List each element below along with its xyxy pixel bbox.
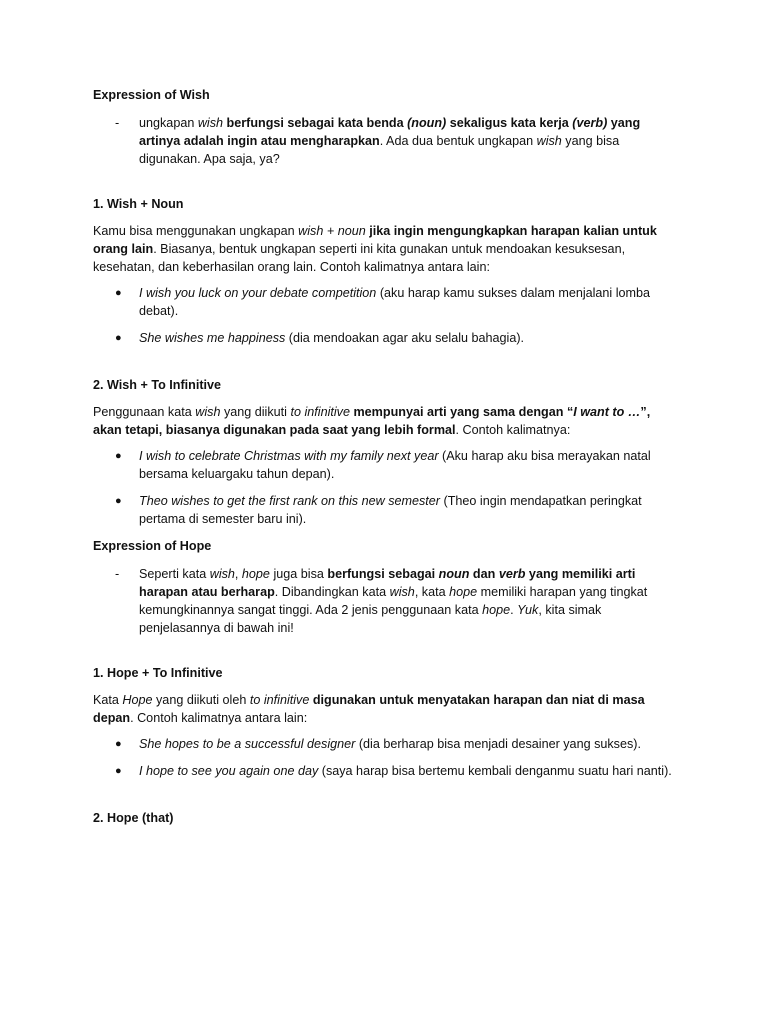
text-run: (saya harap bisa bertemu kembali denganmu suatu hari nanti). [318,764,672,778]
bullet-marker: ● [115,495,122,507]
list-item-text [139,762,673,780]
text-run: Kamu bisa menggunakan ungkapan [93,224,299,238]
list-item-text [139,447,673,483]
text-run: I hope to see you again one day [139,764,319,778]
text-run: I wish to celebrate Christmas with my family next year [139,449,439,463]
heading-wish-noun: 1. Wish + Noun [93,197,184,211]
text-run: mempunyai arti yang sama dengan “ [349,405,574,419]
text-run: I wish you luck on your debate competition [139,286,377,300]
hope-infinitive-paragraph [93,691,673,727]
text-run: Kata [93,693,123,707]
bullet-marker: ● [115,738,122,750]
dash-marker: - [115,567,120,581]
list-item [93,329,673,347]
list-item-text [139,284,673,320]
text-run: verb [498,567,526,581]
document-page [93,86,673,827]
text-run: Penggunaan kata [93,405,196,419]
text-run: memiliki harapan yang tingkat kemungkinannya sangat tinggi. Ada 2 jenis penggunaan kata [139,585,648,617]
text-run: wish [389,585,415,599]
text-run: Yuk [517,603,539,617]
wish-intro-text [139,114,673,168]
list-item [93,284,673,320]
text-run: hope [449,585,478,599]
text-run: (aku harap kamu sukses dalam menjalani lomba debat). [139,286,651,318]
list-item-text [139,492,673,528]
text-run: (noun) [407,116,447,130]
text-run: wish [195,405,221,419]
text-run: to infinitive [290,405,350,419]
text-run: digunakan untuk menyatakan harapan dan niat di masa depan [93,693,645,725]
text-run: (verb) [572,116,608,130]
list-item-text [139,329,673,347]
text-run: (dia berharap bisa menjadi desainer yang sukses). [355,737,641,751]
text-run: . Ada dua bentuk ungkapan [379,134,537,148]
heading-hope-to-infinitive: 1. Hope + To Infinitive [93,666,223,680]
text-run: yang bisa digunakan. Apa saja, ya? [139,134,620,166]
heading-wish-to-infinitive: 2. Wish + To Infinitive [93,378,222,392]
text-run: , [234,567,242,581]
text-run: She hopes to be a successful designer [139,737,356,751]
hope-intro-text [139,565,673,637]
wish-infinitive-examples [93,447,673,528]
text-run: . Contoh kalimatnya: [455,423,571,437]
text-run: . [510,603,518,617]
bullet-marker: ● [115,765,122,777]
text-run: hope [241,567,270,581]
text-run: , kita simak penjelasannya di bawah ini! [139,603,602,635]
text-run: to infinitive [249,693,310,707]
text-run: wish [209,567,235,581]
heading-expression-of-hope: Expression of Hope [93,539,212,553]
text-run: jika ingin mengungkapkan harapan kalian untuk orang lain [93,224,657,256]
text-run: yang memiliki arti harapan atau berharap [139,567,636,599]
text-run: Theo wishes to get the first rank on this new semester [139,494,440,508]
text-run: yang artinya adalah ingin atau mengharapkan [139,116,641,148]
list-item [93,735,673,753]
list-item [93,762,673,780]
text-run: noun [438,567,470,581]
text-run: yang diikuti oleh [152,693,250,707]
bullet-marker: ● [115,450,122,462]
wish-infinitive-paragraph [93,403,673,439]
text-run: berfungsi sebagai [327,567,439,581]
bullet-marker: ● [115,287,122,299]
text-run: yang diikuti [220,405,291,419]
text-run: wish [197,116,224,130]
list-item [93,447,673,483]
text-run: . Contoh kalimatnya antara lain: [130,711,308,725]
text-run: (Aku harap aku bisa merayakan natal bersama keluargaku tahun depan). [139,449,651,481]
text-run: hope [482,603,511,617]
heading-hope-that: 2. Hope (that) [93,811,174,825]
text-run: , kata [414,585,450,599]
hope-intro-item [93,565,673,637]
text-run: . Dibandingkan kata [274,585,390,599]
wish-intro-item [93,114,673,168]
text-run: wish [536,134,562,148]
text-run: I want to … [573,405,641,419]
list-item-text [139,735,673,753]
text-run: Seperti kata [139,567,210,581]
text-run: (Theo ingin mendapatkan peringkat pertama di semester baru ini). [139,494,642,526]
text-run: Hope [122,693,153,707]
dash-marker: - [115,116,120,130]
wish-noun-paragraph [93,222,673,276]
list-item [93,492,673,528]
text-run: . Biasanya, bentuk ungkapan seperti ini kita gunakan untuk mendoakan kesuksesan, kesehatan, dan keberhasilan orang lain. Contoh kalimatnya antara lain: [93,242,626,274]
bullet-marker: ● [115,332,122,344]
hope-infinitive-examples [93,735,673,780]
text-run: (dia mendoakan agar aku selalu bahagia). [285,331,525,345]
text-run: berfungsi sebagai kata benda [223,116,408,130]
text-run: dan [469,567,499,581]
text-run: She wishes me happiness [139,331,286,345]
text-run: ungkapan [139,116,198,130]
text-run: sekaligus kata kerja [446,116,573,130]
text-run: juga bisa [269,567,328,581]
text-run: wish + noun [298,224,366,238]
heading-expression-of-wish: Expression of Wish [93,88,210,102]
text-run: ”, akan tetapi, biasanya digunakan pada saat yang lebih formal [93,405,651,437]
wish-noun-examples [93,284,673,347]
